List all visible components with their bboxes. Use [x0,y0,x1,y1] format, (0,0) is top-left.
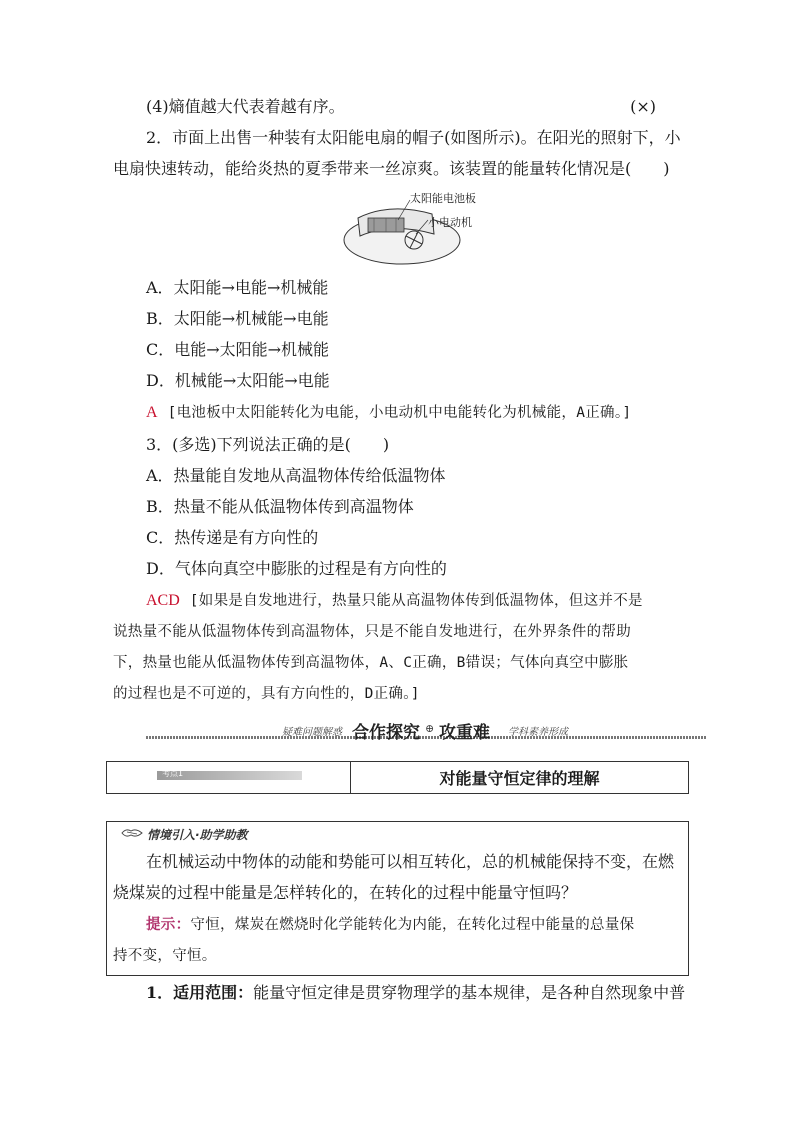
band-dotted-rule [146,736,706,739]
solar-hat-figure [340,188,490,272]
q3-option-c: C．热传递是有方向性的 [146,528,319,547]
q2-stem-line1: 2．市面上出售一种装有太阳能电扇的帽子(如图所示)。在阳光的照射下，小 [146,128,681,147]
q2-option-a: A．太阳能→电能→机械能 [146,278,329,297]
judgement-mark: (×) [630,97,656,116]
band-title-b: 攻重难 [439,723,490,743]
point1-line [146,982,685,1004]
q3-option-d: D．气体向真空中膨胀的过程是有方向性的 [146,559,447,578]
q2-answer-letter: A [146,404,158,421]
statement-4-text: (4)熵值越大代表着越有序。 [146,97,345,116]
topic-badge [157,771,302,780]
hint-line2: 持不变，守恒。 [113,948,217,964]
label-small-motor: 小电动机 [428,216,472,229]
q3-answer-line3: 下，热量也能从低温物体传到高温物体，A、C正确，B错误；气体向真空中膨胀 [113,655,629,671]
band-title-a: 合作探究 [352,723,420,743]
q2-option-d: D．机械能→太阳能→电能 [146,371,330,390]
band-right-caption: 学科素养形成 [508,727,568,738]
topic-badge-label: 考点1 [162,769,184,778]
q3-answer-line2: 说热量不能从低温物体传到高温物体，只是不能自发地进行，在外界条件的帮助 [113,624,631,640]
section-band [146,720,706,743]
q2-stem-line2: 电扇快速转动，能给炎热的夏季带来一丝凉爽。该装置的能量转化情况是( ) [113,159,670,178]
situation-line2: 烧煤炭的过程中能量是怎样转化的，在转化的过程中能量守恒吗？ [113,883,578,902]
q3-option-b: B．热量不能从低温物体传到高温物体 [146,497,414,516]
q2-answer [146,402,631,424]
q2-answer-text: [电池板中太阳能转化为电能，小电动机中电能转化为机械能，A正确。] [167,405,632,421]
label-solar-panel: 太阳能电池板 [410,192,476,205]
q3-answer-text1: [如果是自发地进行，热量只能从高温物体传到低温物体，但这并不是 [189,593,643,609]
point1-text: 能量守恒定律是贯穿物理学的基本规律，是各种自然现象中普 [253,983,686,1002]
q2-option-c: C．电能→太阳能→机械能 [146,340,330,359]
q3-answer-letter: ACD [146,592,180,609]
hint-line1 [146,914,634,936]
statement-4 [146,96,656,118]
q3-answer-line4: 的过程也是不可逆的，具有方向性的，D正确。] [113,686,420,702]
band-separator-icon: ⊕ [425,722,435,735]
band-left-caption: 疑难问题解惑 [282,727,342,738]
q3-stem: 3．(多选)下列说法正确的是( ) [146,435,390,454]
q3-answer-line1 [146,590,643,612]
topic-title: 对能量守恒定律的理解 [439,769,600,788]
topic-table [106,761,689,794]
point1-label: 1．适用范围： [146,983,254,1002]
situation-line1: 在机械运动中物体的动能和势能可以相互转化，总的机械能保持不变，在燃 [146,852,675,871]
hint-text1: 守恒，煤炭在燃烧时化学能转化为内能，在转化过程中能量的总量保 [190,917,635,933]
handshake-icon [121,826,143,840]
topic-badge-cell [107,762,351,793]
situation-heading: 情境引入·助学助教 [147,828,248,842]
q3-option-a: A．热量能自发地从高温物体传给低温物体 [146,466,446,485]
q2-option-b: B．太阳能→机械能→电能 [146,309,329,328]
hint-label: 提示： [146,917,191,933]
